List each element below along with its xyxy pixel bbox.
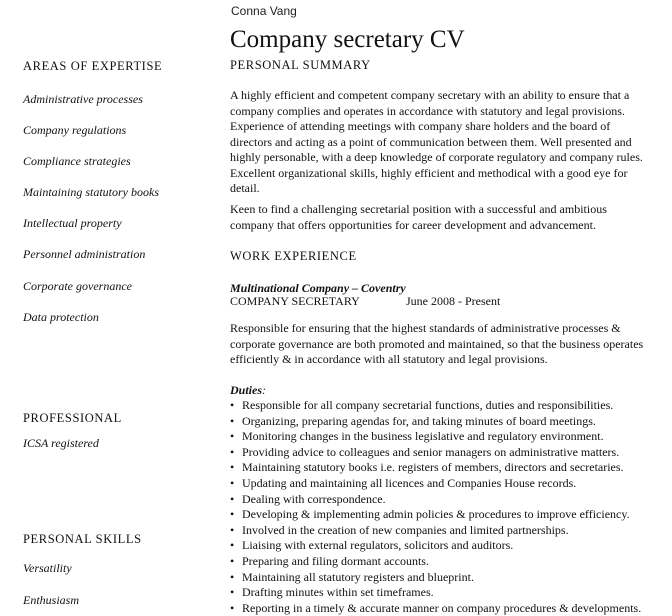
duty-text: Preparing and filing dormant accounts.	[242, 553, 429, 568]
summary-heading: PERSONAL SUMMARY	[230, 58, 371, 72]
skill-item: Versatility	[23, 561, 72, 575]
duty-text: Responsible for all company secretarial functions, duties and responsibilities.	[242, 398, 614, 412]
list-item	[230, 601, 670, 616]
bullet-icon: •	[230, 538, 235, 553]
professional-heading: PROFESSIONAL	[23, 411, 122, 425]
bullet-icon: •	[230, 475, 235, 490]
list-item	[230, 492, 670, 508]
duty-text: Maintaining all statutory registers and blueprint.	[242, 569, 474, 584]
expertise-item: Administrative processes	[23, 92, 143, 106]
bullet-icon: •	[230, 553, 235, 568]
duty-text: Monitoring changes in the business legislative and regulatory environment.	[242, 429, 604, 444]
list-item	[230, 460, 670, 476]
list-item	[230, 445, 670, 461]
duties-list	[230, 398, 670, 616]
list-item	[230, 429, 670, 445]
summary-paragraph-goal: Keen to find a challenging secretarial position with a successful and ambitious company that offers opportunities for career development and advancement.	[230, 202, 607, 232]
bullet-icon: •	[230, 585, 235, 600]
expertise-item: Compliance strategies	[23, 154, 131, 168]
bullet-icon: •	[230, 444, 235, 459]
bullet-icon: •	[230, 600, 235, 615]
duty-text: Liaising with external regulators, solicitors and auditors.	[242, 538, 514, 553]
expertise-item: Maintaining statutory books	[23, 185, 159, 199]
bullet-icon: •	[230, 491, 235, 506]
duty-text: Organizing, preparing agendas for, and taking minutes of board meetings.	[242, 413, 596, 428]
list-item	[230, 398, 670, 414]
skill-item: Enthusiasm	[23, 593, 80, 607]
expertise-item: Data protection	[23, 310, 99, 324]
job-line	[230, 294, 500, 309]
bullet-icon: •	[230, 507, 235, 522]
expertise-heading: AREAS OF EXPERTISE	[23, 59, 163, 73]
duty-text: Dealing with correspondence.	[242, 491, 386, 506]
duty-text: Involved in the creation of new companies and limited partnerships.	[242, 522, 569, 537]
list-item	[230, 570, 670, 586]
duties-label	[230, 383, 266, 398]
list-item	[230, 414, 670, 430]
bullet-icon: •	[230, 398, 235, 412]
professional-item: ICSA registered	[23, 436, 99, 450]
duty-text: Drafting minutes within set timeframes.	[242, 585, 434, 600]
list-item	[230, 523, 670, 539]
list-item	[230, 507, 670, 523]
duty-text: Developing & implementing admin policies & procedures to improve efficiency.	[242, 507, 630, 522]
bullet-icon: •	[230, 413, 235, 428]
experience-heading: WORK EXPERIENCE	[230, 249, 357, 263]
expertise-item: Intellectual property	[23, 216, 122, 230]
job-description: Responsible for ensuring that the highest standards of administrative processes & corporate governance are both promoted and maintained, so that the business operates efficiently & in accordance with all statutory and legal provisions.	[230, 321, 644, 366]
bullet-icon: •	[230, 429, 235, 444]
job-dates: June 2008 - Present	[406, 294, 501, 308]
bullet-icon: •	[230, 569, 235, 584]
employer-name: Multinational Company – Coventry	[230, 281, 406, 295]
bullet-icon: •	[230, 522, 235, 537]
duty-text: Providing advice to colleagues and senior managers on administrative matters.	[242, 444, 620, 459]
summary-paragraph: A highly efficient and competent company secretary with an ability to ensure that a company complies and operates in accordance with statutory and legal provisions. Experience of attending meetings with company share holders and the board of directors and acting as a point of communication between them. Well presented and highly personable, with a deep knowledge of corporate regulatory and company rules. Excellent organizational skills, highly efficient and methodical with a good eye for detail.	[230, 88, 643, 195]
author-name: Conna Vang	[231, 4, 297, 18]
skills-heading: PERSONAL SKILLS	[23, 532, 142, 546]
expertise-item: Personnel administration	[23, 247, 146, 261]
duties-label-text: Duties	[230, 383, 263, 397]
duty-text: Reporting in a timely & accurate manner on company procedures & developments.	[242, 600, 642, 615]
list-item	[230, 585, 670, 601]
duty-text: Updating and maintaining all licences and Companies House records.	[242, 475, 577, 490]
bullet-icon: •	[230, 460, 235, 475]
duties-colon: :	[262, 383, 267, 397]
list-item	[230, 538, 670, 554]
list-item	[230, 476, 670, 492]
duty-text: Maintaining statutory books i.e. registers of members, directors and secretaries.	[242, 460, 624, 475]
document-title: Company secretary CV	[230, 26, 465, 53]
expertise-item: Company regulations	[23, 123, 127, 137]
expertise-item: Corporate governance	[23, 279, 132, 293]
list-item	[230, 554, 670, 570]
job-title: COMPANY SECRETARY	[230, 294, 360, 308]
